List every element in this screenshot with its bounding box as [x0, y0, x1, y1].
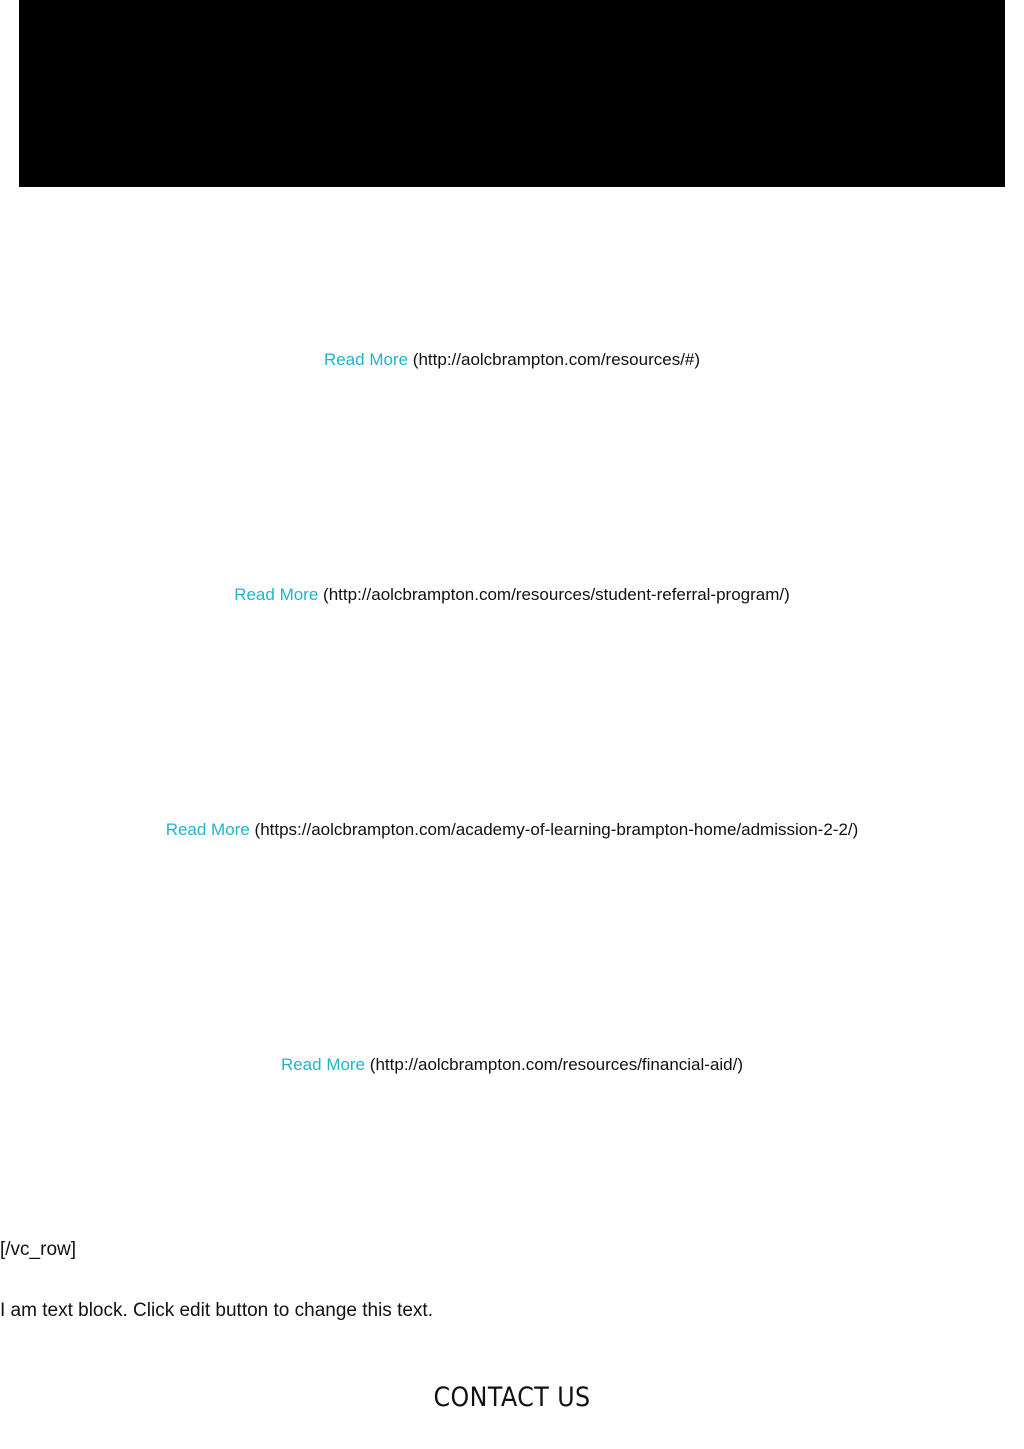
read-more-row — [0, 349, 1024, 371]
read-more-row — [0, 1054, 1024, 1076]
contact-heading: CONTACT US — [433, 1382, 591, 1413]
read-more-link[interactable]: Read More — [234, 585, 319, 604]
read-more-link[interactable]: Read More — [280, 1055, 366, 1074]
read-more-url: (http://aolcbrampton.com/resources/student-referral-program/) — [323, 585, 790, 604]
read-more-url: (http://aolcbrampton.com/resources/#) — [412, 350, 701, 369]
read-more-link[interactable]: Read More — [165, 820, 250, 839]
read-more-url: (http://aolcbrampton.com/resources/financial-aid/) — [369, 1055, 744, 1074]
read-more-url: (https://aolcbrampton.com/academy-of-learning-brampton-home/admission-2-2/) — [254, 820, 859, 839]
text-block: I am text block. Click edit button to change this text. — [0, 1300, 433, 1321]
read-more-link[interactable]: Read More — [323, 350, 409, 369]
shortcode-text: [/vc_row] — [0, 1239, 77, 1260]
hero-image-placeholder — [19, 0, 1005, 187]
read-more-row — [0, 584, 1024, 606]
read-more-row — [0, 819, 1024, 841]
